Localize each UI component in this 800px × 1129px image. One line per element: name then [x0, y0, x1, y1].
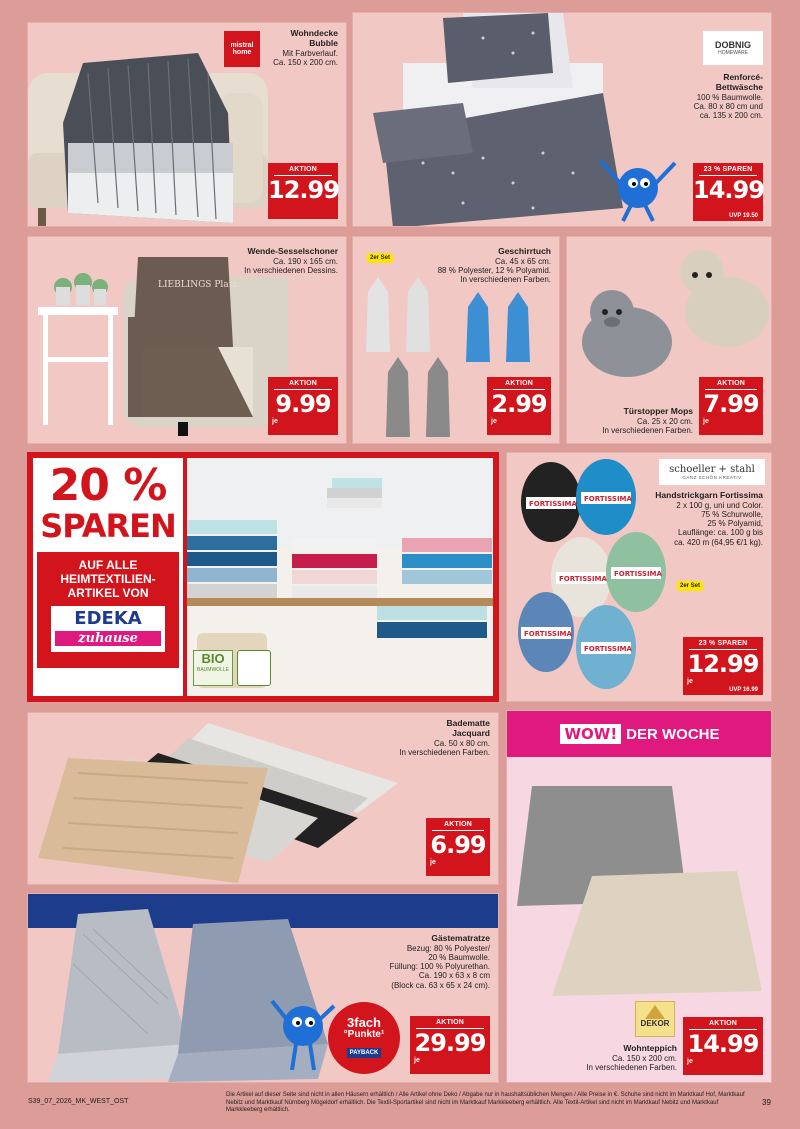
- yarn-label: FORTISSIMA: [584, 645, 632, 653]
- product-desc-1: Ca. 190 x 165 cm.: [273, 256, 338, 266]
- tile-tuerstopper[interactable]: [566, 236, 772, 444]
- product-title: Gästematratze: [431, 933, 490, 943]
- price-label: AKTION: [716, 380, 746, 387]
- dekor-label: DEKOR: [640, 1019, 670, 1028]
- brand-name: DOBNIG: [715, 40, 751, 50]
- price-value: 14.99: [687, 1030, 759, 1058]
- product-title: Geschirrtuch: [498, 246, 551, 256]
- price-value: 12.99: [687, 650, 759, 678]
- tile-badematte[interactable]: [27, 712, 499, 885]
- product-title: Wohndecke: [290, 28, 338, 38]
- punkte-badge: [328, 1002, 400, 1074]
- promo-line-2: HEIMTEXTILIEN-: [60, 572, 156, 586]
- product-desc-1: Ca. 25 x 20 cm.: [636, 416, 693, 426]
- price-tag: [699, 377, 763, 435]
- tile-handstrickgarn[interactable]: [506, 452, 772, 702]
- footer-code: S39_07_2026_MK_WEST_OST: [28, 1098, 129, 1105]
- page-number: 39: [762, 1098, 771, 1107]
- product-desc-1: Ca. 45 x 65 cm.: [494, 256, 551, 266]
- bio-sub: BAUMWOLLE: [197, 666, 229, 673]
- je-label: je: [687, 678, 693, 685]
- price-label: AKTION: [708, 1020, 738, 1027]
- product-desc-3: ca. 135 x 200 cm.: [699, 110, 763, 120]
- yarn-label: FORTISSIMA: [529, 500, 577, 508]
- product-desc-2: 88 % Polyester, 12 % Polyamid.: [437, 265, 551, 275]
- product-title: Badematte: [446, 718, 490, 728]
- product-desc-3: Füllung: 100 % Polyurethan.: [389, 962, 490, 972]
- promo-line-3: ARTIKEL VON: [67, 586, 149, 600]
- rugs-image: [512, 781, 772, 1001]
- product-desc-1: Bezug: 80 % Polyester/: [406, 943, 490, 953]
- pug-doorstopper-image: [567, 237, 772, 397]
- bio-label: BIO: [201, 651, 225, 666]
- bath-mats-image: [38, 718, 398, 883]
- promo-sparen: SPAREN: [40, 507, 176, 545]
- price-tag: [683, 637, 763, 695]
- product-subtitle: Jacquard: [452, 727, 490, 738]
- product-desc-4: Lauflänge: ca. 100 g bis: [678, 528, 763, 538]
- tile-bettwaesche[interactable]: [352, 12, 772, 227]
- promo-percent: 20 %: [49, 460, 167, 511]
- price-tag: [683, 1017, 763, 1075]
- set-badge: 2er Set: [367, 253, 393, 263]
- product-desc-5: (Block ca. 63 x 65 x 24 cm).: [391, 980, 490, 990]
- price-value: 29.99: [414, 1029, 486, 1057]
- product-desc-2: In verschiedenen Dessins.: [244, 265, 338, 275]
- bio-logo: [193, 650, 233, 686]
- armchair-image: [28, 247, 288, 442]
- brand-name: schoeller + stahl: [669, 464, 755, 475]
- zuhause-logo: zuhause: [55, 631, 161, 646]
- product-desc-1: Ca. 150 x 200 cm.: [612, 1053, 677, 1063]
- price-value: 14.99: [693, 176, 764, 204]
- product-desc-2: In verschiedenen Farben.: [586, 1062, 677, 1072]
- yarn-label: FORTISSIMA: [524, 630, 572, 638]
- edeka-logo: EDEKA: [74, 608, 142, 629]
- wow-label: WOW!: [560, 724, 621, 744]
- price-value: 2.99: [491, 390, 547, 418]
- je-label: je: [703, 418, 709, 425]
- product-title: Handstrickgarn Fortissima: [655, 490, 763, 500]
- footer-text: Die Artikel auf dieser Seite sind nicht in allen Häusern erhältlich / Alle Artikel ohne Deko / Abgabe nur in haushaltsüblichen Mengen / Alle Preise in €. Schuhe sind nicht im Marktkauf Hof, Marktkauf Nebitz und Marktkauf Nürnberg Mögeldorf erhältlich. Die Textil-Sportartikel sind nicht im Marktkauf Markkleeberg erhältlich. Alle Textil-Artikel sind nicht im Marktkauf Nebitz und Marktkauf Markkleeberg erhältlich.: [226, 1092, 745, 1113]
- price-label: 23 % SPAREN: [703, 166, 753, 173]
- product-title: Wende-Sesselschoner: [247, 246, 338, 256]
- payback-logo: PAYBACK: [347, 1048, 382, 1058]
- price-value: 6.99: [430, 831, 486, 859]
- product-desc-2: Ca. 150 x 200 cm.: [273, 57, 338, 67]
- product-desc-1: Ca. 50 x 80 cm.: [433, 738, 490, 748]
- product-subtitle: Bubble: [309, 37, 338, 48]
- brand-logo: [703, 31, 763, 65]
- product-desc-3: 25 % Polyamid,: [707, 519, 763, 529]
- price-label: AKTION: [443, 821, 473, 828]
- product-desc-2: In verschiedenen Farben.: [602, 425, 693, 435]
- product-desc-5: ca. 420 m (64,95 €/1 kg).: [674, 537, 763, 547]
- brand-sub: HOMEWARE: [718, 50, 748, 56]
- product-desc-2: 20 % Baumwolle.: [428, 952, 490, 962]
- brand-sub: GANZ SCHÖN KREATIV: [682, 475, 742, 480]
- footer: [0, 1088, 800, 1129]
- je-label: je: [430, 859, 436, 866]
- je-label: je: [272, 418, 278, 425]
- uvp-label: UVP 16.99: [729, 687, 758, 693]
- wow-text: DER WOCHE: [626, 725, 720, 743]
- price-tag: [487, 377, 551, 435]
- price-tag: [693, 163, 763, 221]
- tile-gaestematratze[interactable]: [27, 893, 499, 1083]
- price-value: 7.99: [703, 390, 759, 418]
- price-label: AKTION: [288, 166, 318, 173]
- product-title: Türstopper Mops: [623, 406, 693, 416]
- je-label: je: [687, 1058, 693, 1065]
- je-label: je: [491, 418, 497, 425]
- dekor-icon: [645, 1005, 665, 1019]
- price-label: AKTION: [288, 380, 318, 387]
- organic-seal-icon: [237, 650, 271, 686]
- price-value: 9.99: [275, 390, 331, 418]
- tile-sesselschoner[interactable]: [27, 236, 347, 444]
- punkte-line-2: °Punkte¹: [343, 1029, 385, 1040]
- price-tag: [410, 1016, 490, 1074]
- price-label: AKTION: [435, 1019, 465, 1026]
- tile-wohnteppich[interactable]: [506, 710, 772, 1083]
- tile-promo-edeka[interactable]: [27, 452, 499, 702]
- uvp-label: UVP 19.50: [729, 213, 758, 219]
- set-badge: 2er Set: [677, 581, 703, 591]
- promo-line-1: AUF ALLE: [78, 558, 138, 572]
- tile-geschirrtuch[interactable]: [352, 236, 560, 444]
- product-desc-1: 2 x 100 g, uni und Color.: [676, 500, 763, 510]
- yarn-label: FORTISSIMA: [559, 575, 607, 583]
- wow-banner: [507, 711, 772, 757]
- price-value: 12.99: [268, 176, 339, 204]
- tile-wohndecke[interactable]: [27, 22, 347, 227]
- product-desc-1: 100 % Baumwolle.: [696, 92, 763, 102]
- je-label: je: [414, 1057, 420, 1064]
- yarn-label: FORTISSIMA: [584, 495, 632, 503]
- product-title: Wohnteppich: [623, 1043, 677, 1053]
- price-label: AKTION: [504, 380, 534, 387]
- product-desc-3: In verschiedenen Farben.: [460, 275, 551, 285]
- brand-label: mistral home: [230, 42, 254, 56]
- product-subtitle: Bettwäsche: [715, 81, 763, 92]
- punkte-line-1: 3fach: [347, 1015, 381, 1030]
- product-title: Renforcé-: [723, 72, 763, 82]
- product-desc-2: Ca. 80 x 80 cm und: [693, 101, 763, 111]
- dekor-logo: [635, 1001, 675, 1037]
- price-tag: [268, 163, 338, 219]
- product-desc-2: 75 % Schurwolle,: [701, 509, 763, 519]
- cushion-text: LIEBLINGS Platz: [158, 280, 237, 290]
- mascot-image: [593, 153, 683, 223]
- price-label: 23 % SPAREN: [698, 640, 748, 647]
- product-desc-2: In verschiedenen Farben.: [399, 747, 490, 757]
- brand-logo: [659, 459, 765, 485]
- price-tag: [268, 377, 338, 435]
- product-desc-1: Mit Farbverlauf.: [282, 48, 338, 58]
- product-desc-4: Ca. 190 x 63 x 8 cm: [418, 971, 490, 981]
- yarn-balls-image: [511, 457, 671, 697]
- price-tag: [426, 818, 490, 876]
- yarn-label: FORTISSIMA: [614, 570, 662, 578]
